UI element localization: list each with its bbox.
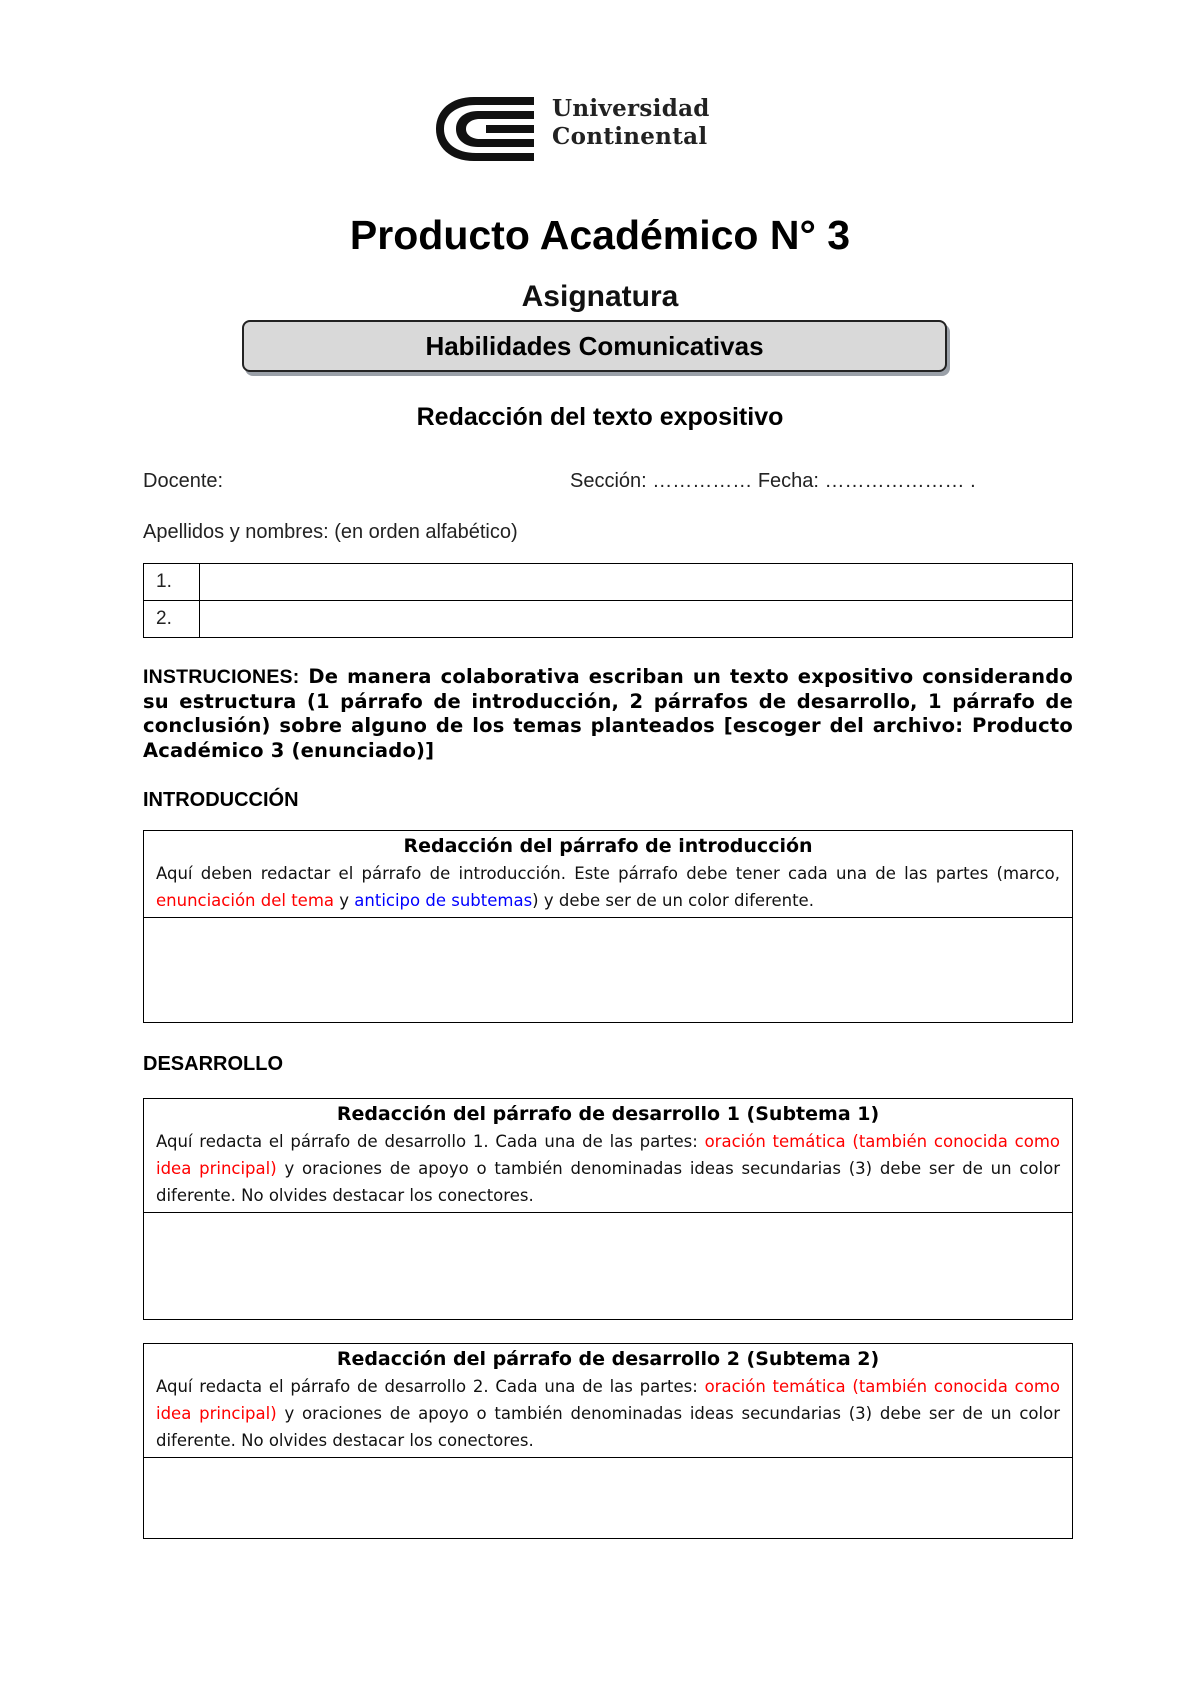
- intro-text-3: ) y debe ser de un color diferente.: [532, 891, 814, 910]
- intro-heading: INTRODUCCIÓN: [143, 789, 299, 811]
- dev-box-1-title: Redacción del párrafo de desarrollo 1 (Subtema 1): [336, 1103, 880, 1125]
- dev-2-answer-area[interactable]: [144, 1458, 1072, 1542]
- names-table: [143, 563, 1073, 638]
- dev-1-red-text: oración temática (también conocida como idea principal): [156, 1132, 1060, 1178]
- dev-box-2-header: [144, 1344, 1072, 1458]
- dev-1-text-2: y oraciones de apoyo o también denominadas ideas secundarias (3) debe ser de un color diferente. No olvides destacar los conectores.: [156, 1159, 1060, 1205]
- intro-box-title: Redacción del párrafo de introducción: [403, 835, 813, 857]
- intro-box-instructions: [156, 860, 1060, 914]
- dev-box-1-instructions: [156, 1128, 1060, 1209]
- topic-title: Redacción del texto expositivo: [416, 403, 784, 431]
- continental-c-logo-icon: [434, 93, 544, 165]
- dev-box-2: [143, 1343, 1073, 1539]
- dev-box-1: [143, 1098, 1073, 1320]
- intro-blue-text: anticipo de subtemas: [354, 891, 533, 910]
- dev-box-1-header: [144, 1099, 1072, 1213]
- university-logo: [430, 85, 730, 180]
- seccion-fecha-field[interactable]: Sección: …………… Fecha: ………………… .: [570, 470, 976, 492]
- name-input-cell[interactable]: [200, 601, 1073, 638]
- intro-red-text: enunciación del tema: [156, 891, 335, 910]
- subject-label: Asignatura: [521, 280, 679, 313]
- docente-field[interactable]: Docente:: [143, 470, 224, 492]
- instructions-lead: INSTRUCIONES:: [143, 666, 300, 688]
- dev-2-red-text: oración temática (también conocida como idea principal): [156, 1377, 1060, 1423]
- dev-2-text-2: y oraciones de apoyo o también denominadas ideas secundarias (3) debe ser de un color diferente. No olvides destacar los conectores.: [156, 1404, 1060, 1450]
- intro-box: [143, 830, 1073, 1023]
- name-input-cell[interactable]: [200, 564, 1073, 601]
- dev-1-text-1: Aquí redacta el párrafo de desarrollo 1. Cada una de las partes:: [156, 1132, 705, 1151]
- subject-name: Habilidades Comunicativas: [425, 330, 764, 361]
- subject-box: [242, 320, 947, 372]
- instructions-paragraph: [143, 665, 1073, 763]
- dev-box-2-title: Redacción del párrafo de desarrollo 2 (Subtema 2): [336, 1348, 880, 1370]
- intro-answer-area[interactable]: [144, 918, 1072, 1028]
- logo-line-1: Universidad: [552, 95, 710, 122]
- logo-line-2: Continental: [552, 123, 708, 150]
- intro-box-header: [144, 831, 1072, 918]
- row-number: 1.: [144, 564, 200, 601]
- intro-text-1: Aquí deben redactar el párrafo de introducción. Este párrafo debe tener cada una de las partes (marco,: [156, 864, 1060, 883]
- table-row: [144, 564, 1073, 601]
- row-number: 2.: [144, 601, 200, 638]
- dev-1-answer-area[interactable]: [144, 1213, 1072, 1323]
- table-row: [144, 601, 1073, 638]
- dev-heading: DESARROLLO: [143, 1053, 283, 1075]
- page-title: Producto Académico N° 3: [349, 212, 851, 258]
- dev-box-2-instructions: [156, 1373, 1060, 1454]
- dev-2-text-1: Aquí redacta el párrafo de desarrollo 2. Cada una de las partes:: [156, 1377, 705, 1396]
- names-label: Apellidos y nombres: (en orden alfabético): [143, 521, 518, 543]
- intro-text-2: y: [334, 891, 355, 910]
- instructions-text: De manera colaborativa escriban un texto expositivo considerando su estructura (1 párrafo de introducción, 2 párrafos de desarrollo, 1 párrafo de conclusión) sobre alguno de los temas planteados [escoger del archivo: Producto Académico 3 (enunciado)]: [143, 665, 1073, 762]
